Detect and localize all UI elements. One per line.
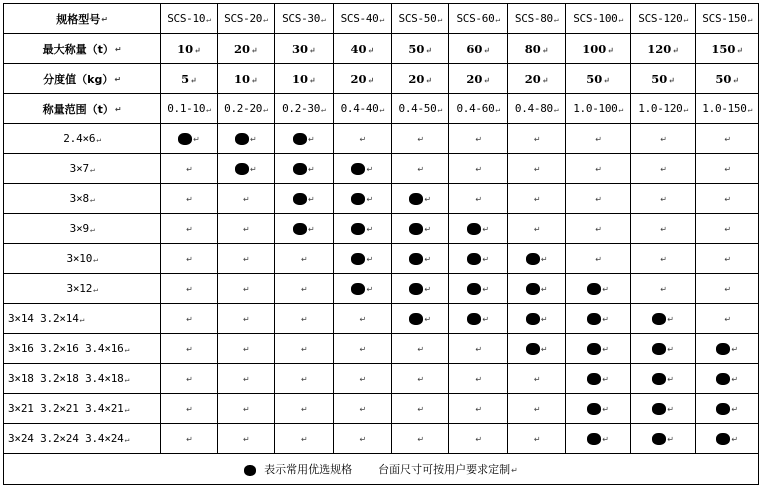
availability-cell: ↵: [275, 274, 333, 304]
availability-cell: ↵: [630, 364, 696, 394]
preferred-spec-mark-icon: [293, 193, 307, 205]
division-label: 分度值（kg）↵: [4, 64, 161, 94]
range-row: [4, 94, 759, 124]
availability-cell: ↵: [392, 304, 449, 334]
preferred-spec-mark-icon: [652, 343, 666, 355]
model-cell: SCS-10↵: [161, 4, 217, 34]
availability-cell: ↵: [566, 394, 631, 424]
availability-cell: ↵: [507, 424, 565, 454]
availability-cell: ↵: [217, 394, 274, 424]
availability-cell: ↵: [696, 124, 759, 154]
availability-cell: ↵: [275, 244, 333, 274]
model-cell: SCS-40↵: [333, 4, 391, 34]
availability-cell: ↵: [161, 274, 217, 304]
availability-cell: ↵: [333, 274, 391, 304]
legend-cell: 表示常用优选规格 台面尺寸可按用户要求定制↵: [4, 454, 759, 485]
preferred-spec-mark-icon: [526, 253, 540, 265]
platform-size-row: [4, 124, 759, 154]
platform-size-label: 3×18 3.2×18 3.4×18↵: [4, 364, 161, 394]
availability-cell: ↵: [333, 394, 391, 424]
availability-cell: ↵: [507, 334, 565, 364]
platform-size-row: [4, 214, 759, 244]
availability-cell: ↵: [449, 244, 507, 274]
availability-cell: ↵: [696, 334, 759, 364]
model-cell: SCS-150↵: [696, 4, 759, 34]
division-cell: 50↵: [696, 64, 759, 94]
availability-cell: ↵: [217, 304, 274, 334]
preferred-spec-mark-icon: [409, 193, 423, 205]
platform-size-label: 3×8↵: [4, 184, 161, 214]
division-cell: 20↵: [449, 64, 507, 94]
availability-cell: ↵: [392, 244, 449, 274]
availability-cell: ↵: [507, 304, 565, 334]
availability-cell: ↵: [161, 124, 217, 154]
scale-spec-table: [3, 3, 759, 485]
platform-size-label: 3×16 3.2×16 3.4×16↵: [4, 334, 161, 364]
preferred-spec-mark-icon: [467, 223, 481, 235]
availability-cell: ↵: [333, 334, 391, 364]
availability-cell: ↵: [161, 244, 217, 274]
availability-cell: ↵: [217, 424, 274, 454]
availability-cell: ↵: [566, 424, 631, 454]
availability-cell: ↵: [217, 154, 274, 184]
availability-cell: ↵: [566, 124, 631, 154]
availability-cell: ↵: [333, 424, 391, 454]
platform-size-label: 2.4×6↵: [4, 124, 161, 154]
availability-cell: ↵: [507, 124, 565, 154]
max-weight-cell: 80↵: [507, 34, 565, 64]
availability-cell: ↵: [275, 154, 333, 184]
preferred-spec-mark-icon: [587, 313, 601, 325]
availability-cell: ↵: [392, 184, 449, 214]
division-cell: 10↵: [275, 64, 333, 94]
preferred-spec-mark-icon: [409, 313, 423, 325]
availability-cell: ↵: [630, 274, 696, 304]
division-cell: 50↵: [566, 64, 631, 94]
availability-cell: ↵: [217, 244, 274, 274]
availability-cell: ↵: [507, 274, 565, 304]
platform-size-rows: [4, 124, 759, 454]
max-weight-cell: 30↵: [275, 34, 333, 64]
platform-size-label: 3×10↵: [4, 244, 161, 274]
availability-cell: ↵: [696, 364, 759, 394]
range-cell: 1.0-150↵: [696, 94, 759, 124]
platform-size-label: 3×14 3.2×14↵: [4, 304, 161, 334]
availability-cell: ↵: [566, 184, 631, 214]
availability-cell: ↵: [630, 394, 696, 424]
platform-size-row: [4, 274, 759, 304]
preferred-spec-mark-icon: [716, 433, 730, 445]
availability-cell: ↵: [161, 184, 217, 214]
platform-size-row: [4, 334, 759, 364]
model-cell: SCS-100↵: [566, 4, 631, 34]
availability-cell: ↵: [566, 304, 631, 334]
preferred-spec-mark-icon: [244, 465, 256, 476]
availability-cell: ↵: [275, 334, 333, 364]
preferred-spec-mark-icon: [587, 373, 601, 385]
availability-cell: ↵: [696, 394, 759, 424]
division-cell: 10↵: [217, 64, 274, 94]
availability-cell: ↵: [630, 304, 696, 334]
preferred-spec-mark-icon: [652, 433, 666, 445]
preferred-spec-mark-icon: [178, 133, 192, 145]
preferred-spec-mark-icon: [587, 403, 601, 415]
division-cell: 5↵: [161, 64, 217, 94]
availability-cell: ↵: [161, 424, 217, 454]
availability-cell: ↵: [333, 214, 391, 244]
preferred-spec-mark-icon: [351, 163, 365, 175]
platform-size-row: [4, 394, 759, 424]
availability-cell: ↵: [275, 124, 333, 154]
availability-cell: ↵: [392, 394, 449, 424]
platform-size-row: [4, 364, 759, 394]
preferred-spec-mark-icon: [467, 253, 481, 265]
availability-cell: ↵: [696, 184, 759, 214]
availability-cell: ↵: [333, 244, 391, 274]
model-cell: SCS-50↵: [392, 4, 449, 34]
availability-cell: ↵: [507, 184, 565, 214]
preferred-spec-mark-icon: [409, 253, 423, 265]
availability-cell: ↵: [449, 184, 507, 214]
availability-cell: ↵: [333, 304, 391, 334]
range-cell: 1.0-120↵: [630, 94, 696, 124]
preferred-spec-mark-icon: [587, 283, 601, 295]
preferred-spec-mark-icon: [293, 133, 307, 145]
preferred-spec-mark-icon: [351, 193, 365, 205]
availability-cell: ↵: [275, 394, 333, 424]
division-cell: 20↵: [392, 64, 449, 94]
range-cell: 0.1-10↵: [161, 94, 217, 124]
max-weight-cell: 50↵: [392, 34, 449, 64]
max-weight-cell: 10↵: [161, 34, 217, 64]
availability-cell: ↵: [217, 214, 274, 244]
availability-cell: ↵: [333, 154, 391, 184]
preferred-spec-mark-icon: [467, 313, 481, 325]
availability-cell: ↵: [507, 154, 565, 184]
platform-size-row: [4, 154, 759, 184]
availability-cell: ↵: [630, 214, 696, 244]
preferred-spec-mark-icon: [652, 403, 666, 415]
availability-cell: ↵: [161, 214, 217, 244]
availability-cell: ↵: [696, 274, 759, 304]
platform-size-label: 3×9↵: [4, 214, 161, 244]
preferred-spec-mark-icon: [716, 403, 730, 415]
platform-size-label: 3×7↵: [4, 154, 161, 184]
availability-cell: ↵: [275, 214, 333, 244]
range-cell: 0.2-20↵: [217, 94, 274, 124]
max-weight-cell: 20↵: [217, 34, 274, 64]
availability-cell: ↵: [566, 334, 631, 364]
preferred-spec-mark-icon: [351, 253, 365, 265]
availability-cell: ↵: [217, 124, 274, 154]
platform-size-label: 3×12↵: [4, 274, 161, 304]
availability-cell: ↵: [217, 334, 274, 364]
division-row: [4, 64, 759, 94]
availability-cell: ↵: [392, 424, 449, 454]
model-cell: SCS-30↵: [275, 4, 333, 34]
max-weight-cell: 40↵: [333, 34, 391, 64]
availability-cell: ↵: [566, 364, 631, 394]
availability-cell: ↵: [333, 124, 391, 154]
availability-cell: ↵: [275, 304, 333, 334]
availability-cell: ↵: [566, 214, 631, 244]
preferred-spec-mark-icon: [351, 283, 365, 295]
availability-cell: ↵: [217, 274, 274, 304]
availability-cell: ↵: [507, 394, 565, 424]
preferred-spec-mark-icon: [467, 283, 481, 295]
preferred-spec-mark-icon: [652, 313, 666, 325]
availability-cell: ↵: [449, 274, 507, 304]
platform-size-row: [4, 244, 759, 274]
range-cell: 0.2-30↵: [275, 94, 333, 124]
availability-cell: ↵: [449, 124, 507, 154]
range-label: 称量范围（t）↵: [4, 94, 161, 124]
availability-cell: ↵: [630, 424, 696, 454]
preferred-spec-mark-icon: [652, 373, 666, 385]
customization-note: 台面尺寸可按用户要求定制: [378, 463, 511, 476]
model-cell: SCS-120↵: [630, 4, 696, 34]
availability-cell: ↵: [217, 184, 274, 214]
platform-size-row: [4, 424, 759, 454]
range-cell: 0.4-80↵: [507, 94, 565, 124]
range-cell: 0.4-40↵: [333, 94, 391, 124]
availability-cell: ↵: [566, 154, 631, 184]
spec-header-cell: 规格型号↵: [4, 4, 161, 34]
division-cell: 20↵: [333, 64, 391, 94]
platform-size-row: [4, 304, 759, 334]
max-weight-label: 最大称量（t）↵: [4, 34, 161, 64]
max-weight-cell: 100↵: [566, 34, 631, 64]
preferred-spec-mark-icon: [716, 373, 730, 385]
availability-cell: ↵: [507, 214, 565, 244]
range-cell: 0.4-50↵: [392, 94, 449, 124]
model-cell: SCS-60↵: [449, 4, 507, 34]
max-weight-cell: 60↵: [449, 34, 507, 64]
availability-cell: ↵: [449, 424, 507, 454]
availability-cell: ↵: [696, 304, 759, 334]
preferred-spec-mark-icon: [409, 223, 423, 235]
availability-cell: ↵: [449, 334, 507, 364]
availability-cell: ↵: [630, 184, 696, 214]
availability-cell: ↵: [449, 394, 507, 424]
availability-cell: ↵: [696, 244, 759, 274]
preferred-spec-mark-icon: [526, 343, 540, 355]
availability-cell: ↵: [696, 424, 759, 454]
availability-cell: ↵: [392, 364, 449, 394]
availability-cell: ↵: [566, 274, 631, 304]
platform-size-row: [4, 184, 759, 214]
availability-cell: ↵: [275, 364, 333, 394]
availability-cell: ↵: [392, 334, 449, 364]
preferred-spec-mark-icon: [587, 433, 601, 445]
availability-cell: ↵: [392, 124, 449, 154]
availability-cell: ↵: [161, 304, 217, 334]
preferred-spec-mark-icon: [526, 283, 540, 295]
division-cell: 50↵: [630, 64, 696, 94]
availability-cell: ↵: [161, 334, 217, 364]
preferred-spec-mark-icon: [293, 163, 307, 175]
model-cell: SCS-80↵: [507, 4, 565, 34]
legend-text: 表示常用优选规格: [264, 463, 353, 476]
preferred-spec-mark-icon: [235, 163, 249, 175]
availability-cell: ↵: [449, 214, 507, 244]
availability-cell: ↵: [333, 184, 391, 214]
availability-cell: ↵: [392, 154, 449, 184]
availability-cell: ↵: [161, 154, 217, 184]
availability-cell: ↵: [696, 214, 759, 244]
preferred-spec-mark-icon: [526, 313, 540, 325]
range-cell: 0.4-60↵: [449, 94, 507, 124]
preferred-spec-mark-icon: [587, 343, 601, 355]
availability-cell: ↵: [566, 244, 631, 274]
availability-cell: ↵: [392, 214, 449, 244]
availability-cell: ↵: [161, 364, 217, 394]
max-weight-cell: 150↵: [696, 34, 759, 64]
availability-cell: ↵: [275, 184, 333, 214]
availability-cell: ↵: [333, 364, 391, 394]
availability-cell: ↵: [161, 394, 217, 424]
availability-cell: ↵: [630, 124, 696, 154]
preferred-spec-mark-icon: [293, 223, 307, 235]
availability-cell: ↵: [630, 244, 696, 274]
availability-cell: ↵: [449, 364, 507, 394]
preferred-spec-mark-icon: [235, 133, 249, 145]
max-weight-row: [4, 34, 759, 64]
legend-row: [4, 454, 759, 485]
preferred-spec-mark-icon: [351, 223, 365, 235]
model-cell: SCS-20↵: [217, 4, 274, 34]
availability-cell: ↵: [275, 424, 333, 454]
availability-cell: ↵: [392, 274, 449, 304]
range-cell: 1.0-100↵: [566, 94, 631, 124]
preferred-spec-mark-icon: [409, 283, 423, 295]
platform-size-label: 3×21 3.2×21 3.4×21↵: [4, 394, 161, 424]
platform-size-label: 3×24 3.2×24 3.4×24↵: [4, 424, 161, 454]
availability-cell: ↵: [630, 154, 696, 184]
availability-cell: ↵: [449, 304, 507, 334]
division-cell: 20↵: [507, 64, 565, 94]
model-header-row: [4, 4, 759, 34]
availability-cell: ↵: [696, 154, 759, 184]
availability-cell: ↵: [507, 244, 565, 274]
availability-cell: ↵: [217, 364, 274, 394]
availability-cell: ↵: [630, 334, 696, 364]
preferred-spec-mark-icon: [716, 343, 730, 355]
max-weight-cell: 120↵: [630, 34, 696, 64]
availability-cell: ↵: [507, 364, 565, 394]
availability-cell: ↵: [449, 154, 507, 184]
